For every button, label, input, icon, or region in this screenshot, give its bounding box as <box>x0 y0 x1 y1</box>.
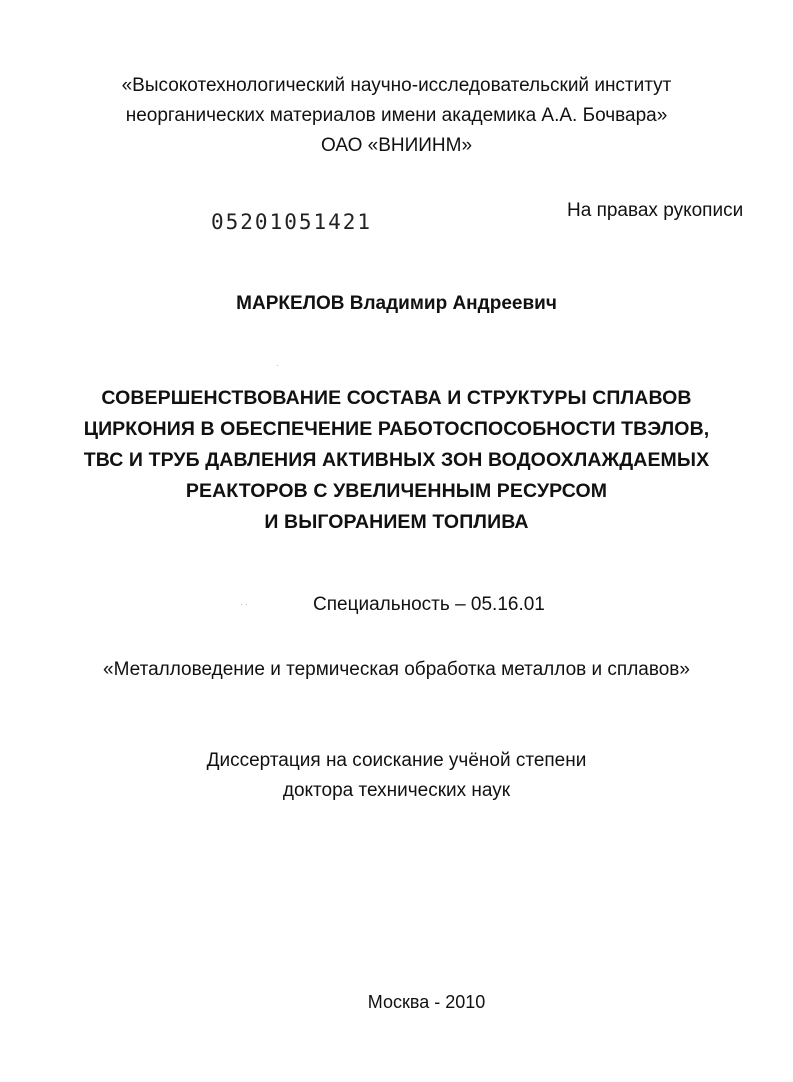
speciality-code: Специальность – 05.16.01 <box>313 594 545 615</box>
title-line-5: И ВЫГОРАНИЕМ ТОПЛИВА <box>264 511 529 533</box>
degree-statement-line-1: Диссертация на соискание учёной степени <box>206 750 587 771</box>
city-year: Москва - 2010 <box>367 992 486 1012</box>
institute-name-line-1: «Высокотехнологический научно-исследовательский институт <box>121 75 672 96</box>
degree-statement-line-2: доктора технических наук <box>282 780 511 801</box>
dissertation-title <box>60 383 733 538</box>
title-line-3: ТВС И ТРУБ ДАВЛЕНИЯ АКТИВНЫХ ЗОН ВОДООХЛАЖДАЕМЫХ <box>83 449 710 471</box>
speciality-field: «Металловедение и термическая обработка металлов и сплавов» <box>103 659 690 680</box>
scan-speck: · · <box>240 600 248 609</box>
author-name: МАРКЕЛОВ Владимир Андреевич <box>236 293 557 314</box>
manuscript-rights-note: На правах рукописи <box>567 200 744 221</box>
title-line-1: СОВЕРШЕНСТВОВАНИЕ СОСТАВА И СТРУКТУРЫ СПЛАВОВ <box>101 387 692 409</box>
title-line-4: РЕАКТОРОВ С УВЕЛИЧЕННЫМ РЕСУРСОМ <box>185 480 608 502</box>
institute-name-line-2: неорганических материалов имени академика А.А. Бочвара» <box>125 105 668 126</box>
registration-number: 05201051421 <box>211 210 373 234</box>
title-line-2: ЦИРКОНИЯ В ОБЕСПЕЧЕНИЕ РАБОТОСПОСОБНОСТИ ТВЭЛОВ, <box>83 418 710 440</box>
scan-speck: · <box>276 361 279 370</box>
institute-short-name: ОАО «ВНИИНМ» <box>320 135 473 156</box>
